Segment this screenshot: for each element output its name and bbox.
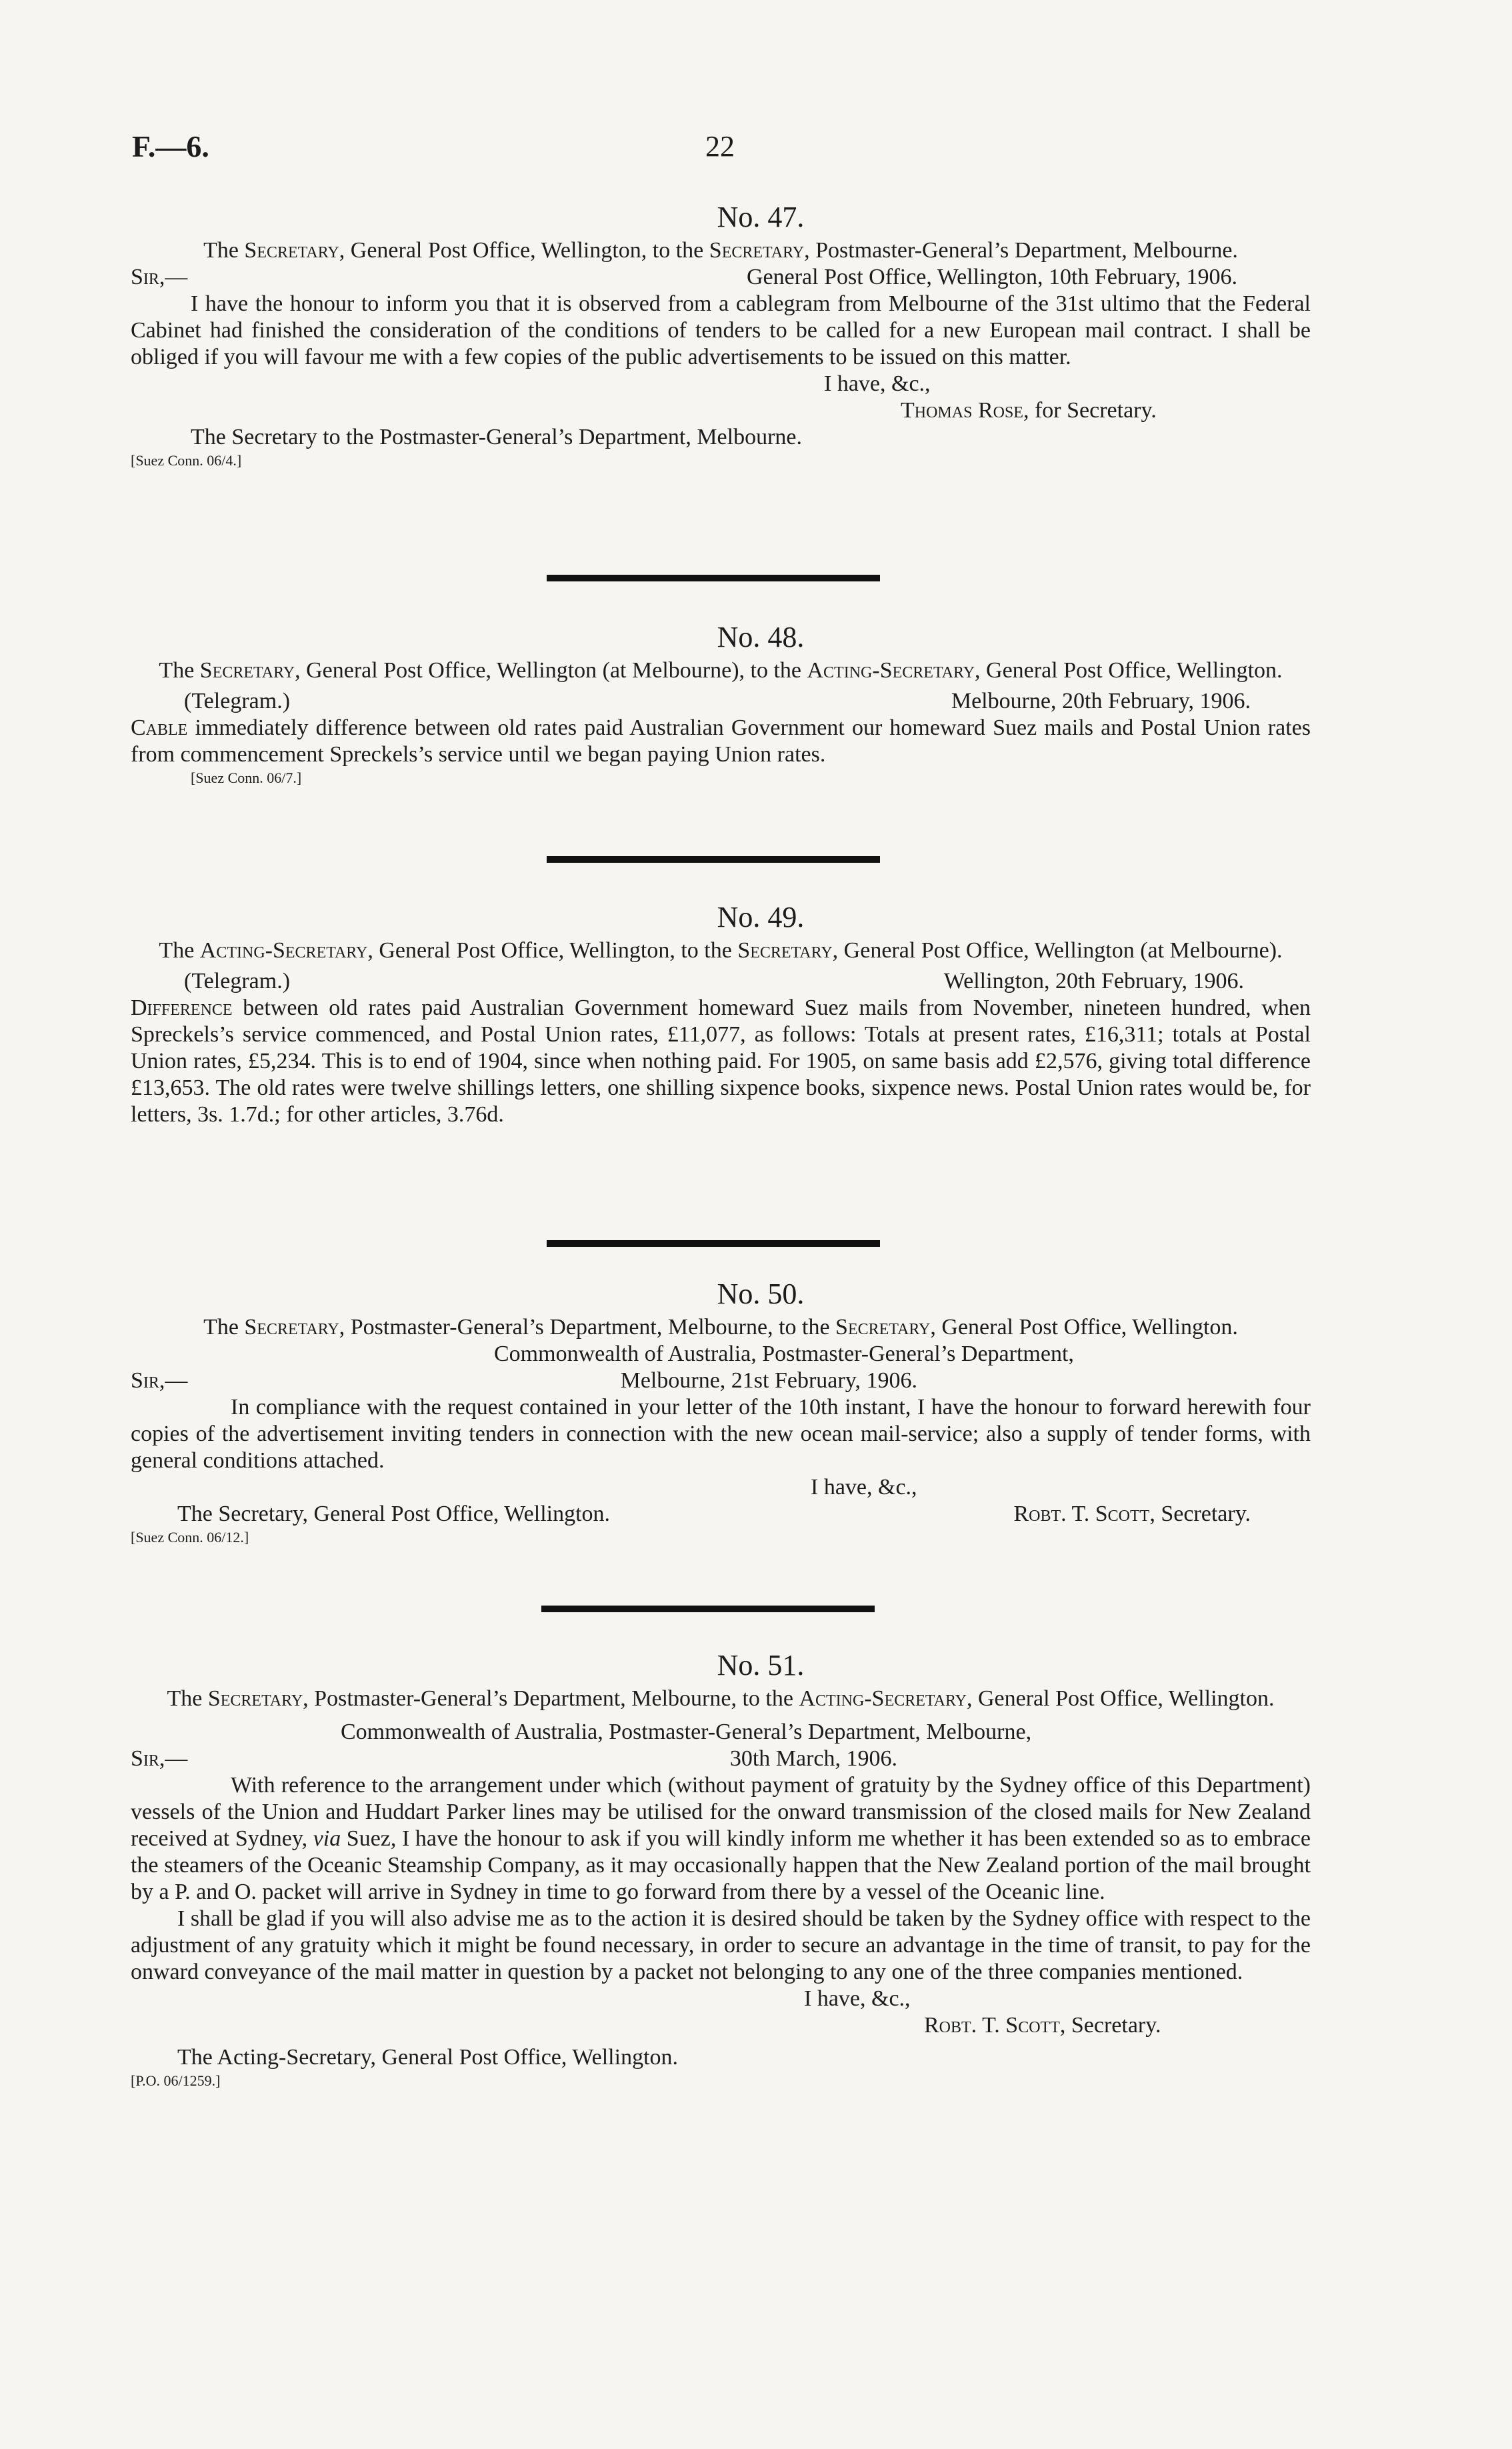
from-text-a: The [159, 938, 200, 963]
letter-48-dateline [131, 688, 1311, 715]
from-recipient-title: Secretary [709, 238, 805, 263]
letter-50-signoff [131, 1501, 1311, 1528]
page-code: F.—6. [132, 129, 209, 163]
section-divider [547, 856, 880, 863]
addressee: The Secretary to the Postmaster-General’s Department, Melbourne. [191, 425, 803, 449]
from-text-e: , General Post Office, Wellington (at Melbourne). [832, 938, 1283, 963]
letter-47-body: I have the honour to inform you that it is observed from a cablegram from Melbourne of the 31st ultimo that the Federal Cabinet had finished the consideration of the conditions of tenders to be called for a new European mail contract. I shall be obliged if you will favour me with a few copies of the public advertisements to be issued on this matter. [131, 291, 1311, 369]
place-date: Melbourne, 20th February, 1906. [951, 689, 1251, 713]
place-line-2: 30th March, 1906. [729, 1746, 897, 1771]
signature-role: , Secretary. [1149, 1502, 1251, 1526]
from-recipient-title: Secretary [835, 1315, 931, 1340]
signature [131, 2012, 1311, 2039]
section-divider [547, 575, 880, 581]
body-text: between old rates paid Australian Government homeward Suez mails from November, nineteen hundred, when Spreckels’s service commenced, and Postal Union rates, £11,077, as follows: Totals at present rates, £16,311; totals at Postal Union rates, £5,234. This is to end of 1904, since when nothing paid. For 1905, on same basis add £2,576, giving total difference £13,653. The old rates were twelve shillings letters, one shilling sixpence books, sixpence news. Postal Union rates would be, for letters, 3s. 1.7d.; for other articles, 3.76d. [131, 995, 1311, 1127]
place-line-1: Commonwealth of Australia, Postmaster-General’s Department, [494, 1342, 1074, 1366]
signature [1013, 1501, 1251, 1528]
addressee: The Secretary, General Post Office, Wellington. [177, 1502, 611, 1526]
from-sender-title: Secretary [244, 238, 339, 263]
from-text-c: , General Post Office, Wellington (at Melbourne), to the [295, 658, 807, 683]
closing: I have, &c., [824, 371, 931, 396]
from-text-c: , Postmaster-General’s Department, Melbourne, to the [303, 1686, 799, 1711]
letter-50 [131, 1277, 1311, 1548]
body-text: immediately difference between old rates paid Australian Government our homeward Suez mails and Postal Union rates from commencement Spreckels’s service until we began paying Union rates. [131, 715, 1311, 767]
from-text-e: , General Post Office, Wellington. [975, 658, 1283, 683]
from-sender-title: Acting-Secretary [199, 938, 368, 963]
letter-49 [131, 900, 1311, 1128]
closing: I have, &c., [804, 1986, 911, 2011]
from-sender-title: Secretary [199, 658, 295, 683]
from-text-a: The [159, 658, 200, 683]
signature-role: , Secretary. [1059, 2013, 1161, 2038]
letter-50-body: In compliance with the request contained in your letter of the 10th instant, I have the honour to forward herewith four copies of the advertisement inviting tenders in connection with the new ocean mail-service; also a supply of tender forms, with general conditions attached. [131, 1395, 1311, 1473]
letter-49-body [131, 995, 1311, 1128]
letter-47 [131, 200, 1311, 471]
letter-50-dateline [131, 1368, 1311, 1394]
body-text-a: With reference to the arrangement under which (without payment of gratuity by the Sydney office of this Department) vessels of the Union and Huddart Parker lines may be utilised for the onward transmission of the closed mails for New Zealand received at Sydney, [131, 1773, 1311, 1851]
letter-48-from [131, 657, 1311, 684]
signature-role: , for Secretary. [1023, 398, 1157, 423]
from-text-c: , Postmaster-General’s Department, Melbourne, to the [339, 1315, 836, 1340]
signature-name: Thomas Rose [901, 398, 1023, 423]
file-reference: [Suez Conn. 06/4.] [131, 452, 242, 469]
file-reference: [P.O. 06/1259.] [131, 2072, 221, 2089]
closing: I have, &c., [811, 1475, 917, 1500]
signature-name: Robt. T. Scott [1013, 1502, 1150, 1526]
telegram-label: (Telegram.) [184, 969, 291, 993]
from-text-e: , General Post Office, Wellington. [966, 1686, 1275, 1711]
from-recipient-title: Acting-Secretary [799, 1686, 967, 1711]
salutation: Sir,— [131, 1746, 188, 1771]
from-sender-title: Secretary [244, 1315, 339, 1340]
body-lead-word: Difference [131, 995, 233, 1020]
section-divider [541, 1606, 875, 1612]
letter-50-number: No. 50. [717, 1278, 805, 1310]
place-line-1: Commonwealth of Australia, Postmaster-General’s Department, Melbourne, [341, 1720, 1032, 1744]
letter-50-from [131, 1314, 1311, 1341]
from-text-e: , Postmaster-General’s Department, Melbourne. [804, 238, 1238, 263]
letter-51-number: No. 51. [717, 1649, 805, 1682]
letter-47-number: No. 47. [717, 201, 805, 233]
body-lead-word: Cable [131, 715, 188, 740]
page-number: 22 [705, 130, 735, 163]
file-reference: [Suez Conn. 06/7.] [191, 769, 302, 786]
letter-49-from [131, 937, 1311, 964]
from-text-a: The [203, 238, 245, 263]
letter-51-dateline [131, 1746, 1311, 1772]
letter-47-from [131, 237, 1311, 264]
file-reference: [Suez Conn. 06/12.] [131, 1529, 249, 1546]
letter-48-body [131, 715, 1311, 768]
place-date: Wellington, 20th February, 1906. [943, 969, 1244, 993]
salutation: Sir,— [131, 1368, 188, 1393]
letter-51-from [131, 1686, 1311, 1712]
letter-51 [131, 1648, 1311, 2091]
place-line-2: Melbourne, 21st February, 1906. [620, 1368, 917, 1393]
body-via: via [313, 1826, 341, 1851]
from-sender-title: Secretary [207, 1686, 303, 1711]
from-text-c: , General Post Office, Wellington, to the [339, 238, 709, 263]
letter-47-dateline [131, 264, 1311, 291]
letter-48-number: No. 48. [717, 621, 805, 653]
from-text-a: The [203, 1315, 245, 1340]
letter-51-body-1 [131, 1772, 1311, 1906]
addressee: The Acting-Secretary, General Post Office, Wellington. [177, 2045, 679, 2070]
from-recipient-title: Secretary [737, 938, 833, 963]
letter-48 [131, 620, 1311, 788]
body-text-b: Suez, I have the honour to ask if you will kindly inform me whether it has been extended so as to embrace the steamers of the Oceanic Steamship Company, as it may occasionally happen that the New Zealand portion of the mail brought by a P. and O. packet will arrive in Sydney in time to go forward from there by a vessel of the Oceanic line. [131, 1826, 1311, 1904]
letter-51-body-2: I shall be glad if you will also advise me as to the action it is desired should be taken by the Sydney office with respect to the adjustment of any gratuity which it might be found necessary, in order to secure an advantage in the time of transit, to pay for the onward conveyance of the mail matter in question by a packet not belonging to any one of the three companies mentioned. [131, 1906, 1311, 1984]
letter-49-number: No. 49. [717, 901, 805, 933]
from-text-e: , General Post Office, Wellington. [930, 1315, 1238, 1340]
from-text-a: The [167, 1686, 208, 1711]
from-recipient-title: Acting-Secretary [807, 658, 975, 683]
signature-name: Robt. T. Scott [924, 2013, 1060, 2038]
place-date: General Post Office, Wellington, 10th February, 1906. [747, 265, 1237, 289]
salutation: Sir,— [131, 265, 188, 289]
telegram-label: (Telegram.) [184, 689, 291, 713]
letter-49-dateline [131, 968, 1311, 995]
from-text-c: , General Post Office, Wellington, to the [367, 938, 738, 963]
section-divider [547, 1240, 880, 1247]
signature [131, 397, 1311, 424]
